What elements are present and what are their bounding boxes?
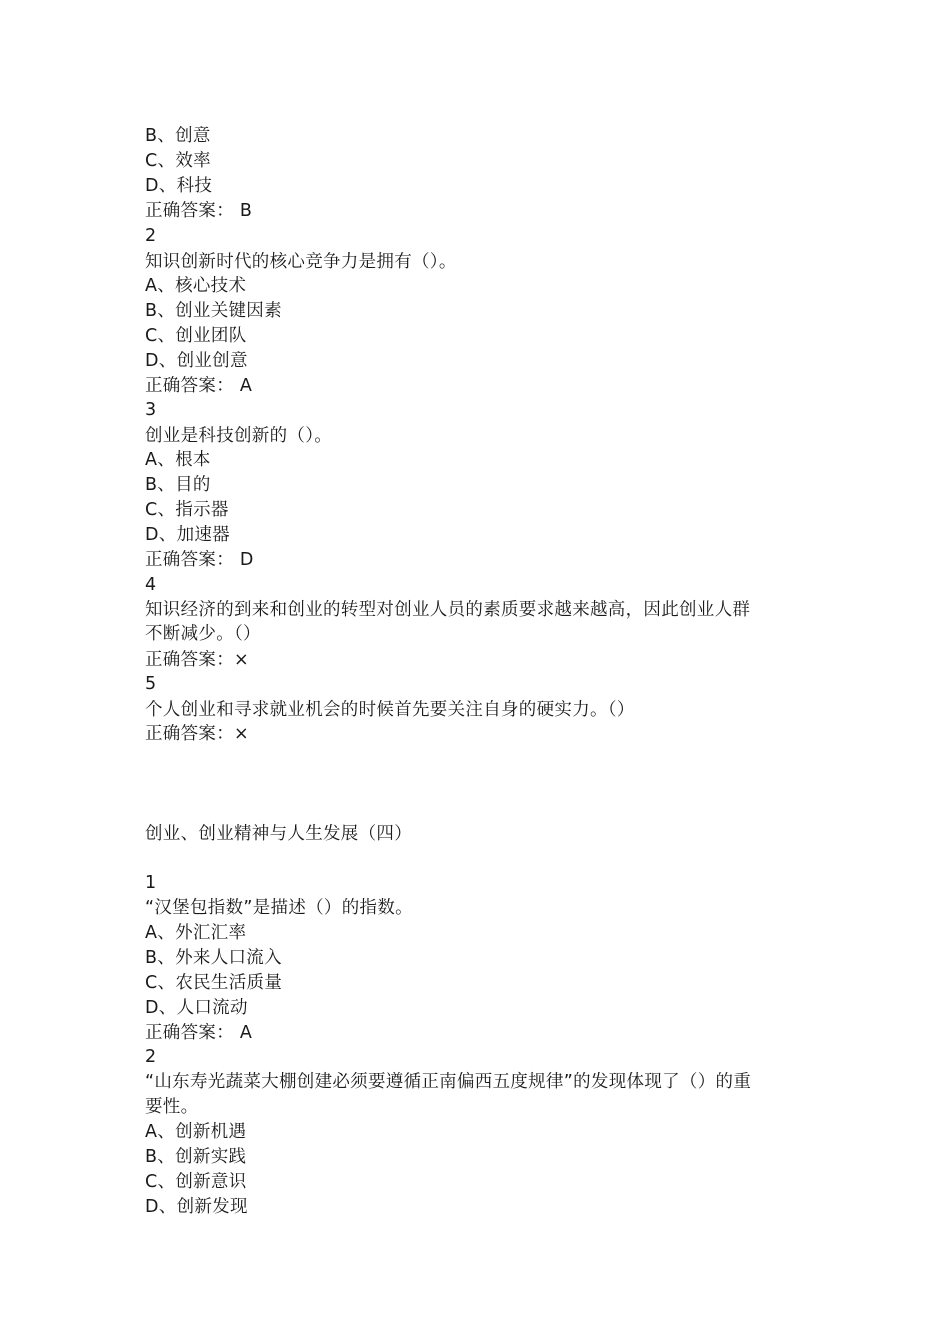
- answer: 正确答案： B: [145, 201, 253, 221]
- option-b: B、目的: [145, 475, 211, 495]
- question-number: 4: [145, 575, 157, 595]
- option-c: C、指示器: [145, 500, 229, 520]
- question-text: 个人创业和寻求就业机会的时候首先要关注自身的硬实力。（）: [145, 700, 635, 720]
- answer: 正确答案： A: [145, 376, 253, 396]
- option-a: A、创新机遇: [145, 1122, 247, 1142]
- answer: 正确答案：×: [145, 650, 249, 670]
- option-d: D、创业创意: [145, 351, 248, 371]
- option-c: C、创新意识: [145, 1172, 247, 1192]
- option-b: B、创意: [145, 126, 211, 146]
- option-a: A、核心技术: [145, 276, 247, 296]
- option-b: B、外来人口流入: [145, 948, 282, 968]
- option-d: D、加速器: [145, 525, 230, 545]
- section-title: 创业、创业精神与人生发展（四）: [145, 824, 412, 844]
- question-text: 知识创新时代的核心竞争力是拥有（）。: [145, 252, 457, 272]
- option-d: D、人口流动: [145, 998, 248, 1018]
- question-number: 2: [145, 226, 157, 246]
- option-c: C、创业团队: [145, 326, 247, 346]
- option-a: A、根本: [145, 450, 211, 470]
- option-c: C、效率: [145, 151, 211, 171]
- answer: 正确答案： D: [145, 550, 254, 570]
- question-text: “山东寿光蔬菜大棚创建必须要遵循正南偏西五度规律”的发现体现了（）的重: [145, 1072, 752, 1092]
- question-text-continued: 不断减少。（）: [145, 624, 261, 644]
- question-number: 5: [145, 674, 157, 694]
- option-d: D、创新发现: [145, 1197, 248, 1217]
- answer: 正确答案： A: [145, 1023, 253, 1043]
- question-number: 3: [145, 400, 157, 420]
- option-b: B、创业关键因素: [145, 301, 282, 321]
- question-number: 1: [145, 873, 157, 893]
- question-text: “汉堡包指数”是描述（）的指数。: [145, 898, 413, 918]
- answer: 正确答案：×: [145, 724, 249, 744]
- question-number: 2: [145, 1047, 157, 1067]
- option-d: D、科技: [145, 176, 213, 196]
- question-text: 知识经济的到来和创业的转型对创业人员的素质要求越来越高，因此创业人群: [145, 600, 751, 620]
- option-b: B、创新实践: [145, 1147, 247, 1167]
- question-text: 创业是科技创新的（）。: [145, 426, 333, 446]
- option-c: C、农民生活质量: [145, 973, 283, 993]
- option-a: A、外汇汇率: [145, 923, 247, 943]
- question-text-continued: 要性。: [145, 1097, 199, 1117]
